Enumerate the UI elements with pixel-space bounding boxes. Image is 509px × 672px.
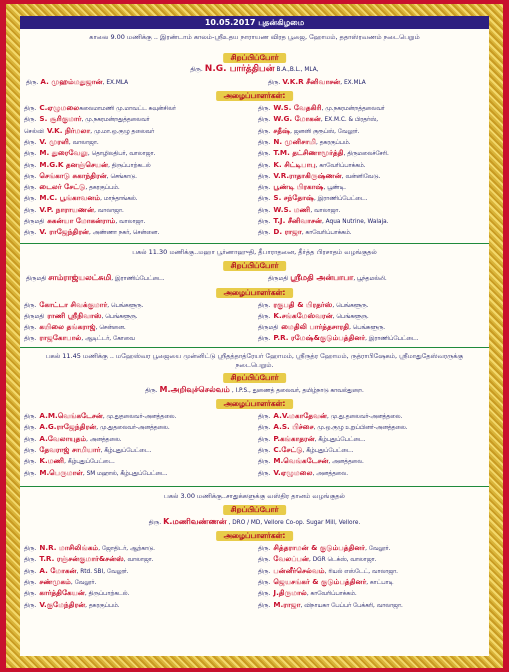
invitee-prefix: திரு. bbox=[24, 138, 37, 146]
invitee-prefix: திரு. bbox=[24, 567, 37, 575]
invitee bbox=[24, 183, 252, 192]
invitee bbox=[24, 138, 252, 147]
invitee-prefix: திரு. bbox=[24, 424, 37, 432]
invitee bbox=[258, 183, 488, 192]
invitee-prefix: திரு. bbox=[258, 413, 271, 420]
section-divider bbox=[20, 486, 489, 487]
invitee-prefix: திரு. bbox=[24, 435, 37, 443]
invitee bbox=[258, 312, 488, 321]
invitee-prefix: திரு. bbox=[258, 161, 271, 169]
s2-chief-label: சிறப்பிப்போர் bbox=[223, 261, 287, 271]
invitee-row bbox=[24, 138, 485, 148]
invitee-name: K. சிட்டிபாபு bbox=[273, 160, 316, 169]
invitee-name: T.R. ரஞ்சன்குமார்&சன்ஸ் bbox=[39, 555, 124, 564]
invitee-row bbox=[24, 312, 485, 322]
invitee bbox=[24, 589, 252, 598]
invitee-row bbox=[24, 423, 485, 433]
invitee-prefix: திரு. bbox=[258, 138, 271, 146]
invitee bbox=[24, 544, 252, 553]
invitee-name: மைதிலி பார்த்தசாரதி bbox=[281, 323, 350, 331]
invitee-place: , கீழ்புதுப்பேட்டை. bbox=[64, 459, 115, 466]
invitee bbox=[24, 115, 252, 124]
invitee-name: M.வெங்கடேசன் bbox=[273, 457, 329, 466]
invitee-name: V. முரளி bbox=[39, 137, 69, 146]
invitee bbox=[24, 301, 252, 310]
invitee-prefix: திருமதி bbox=[24, 313, 45, 320]
invitee-place: , வாலாஜா. bbox=[123, 557, 154, 564]
invitee-name: W.G. மோகன் bbox=[273, 115, 321, 124]
invitee bbox=[258, 172, 488, 181]
invitee-place: , Aqua Nutrine, Walaja. bbox=[322, 219, 389, 225]
invitee bbox=[258, 194, 488, 203]
invitee-name: V.K. நிர்மலா bbox=[46, 126, 91, 135]
invitee-place: , வாலாஜா. bbox=[68, 139, 99, 146]
invitee bbox=[258, 578, 488, 587]
invitee-name: சதீஷ் bbox=[273, 126, 291, 135]
invitee-name: A.G.ராஜேந்திரன் bbox=[39, 423, 97, 432]
invitee-place: , வேலூர். bbox=[70, 579, 97, 586]
invitee-prefix: திரு. bbox=[258, 313, 271, 320]
invitee-prefix: திரு. bbox=[24, 184, 37, 192]
invitee-name: கார்த்திகேயன் bbox=[39, 589, 85, 598]
invitee-place: , திருப்பாற்கடல் bbox=[108, 162, 151, 169]
invitee-name: S. சந்தோஷ் bbox=[273, 194, 314, 203]
invitee-name: V.R.ராதாகிருஷ்ணன் bbox=[273, 171, 342, 180]
invitee-name: M.ராஜா bbox=[273, 600, 301, 609]
invitee-name: கோட்டா சிவக்குமார் bbox=[39, 301, 108, 309]
invitee-name: வேலப்பன் bbox=[273, 555, 310, 564]
invitee-row bbox=[24, 555, 485, 565]
invitee-name: ஜெயசங்கர் & குடும்பத்தினர் bbox=[273, 577, 367, 586]
invitee-place: , தகரகுப்பம். bbox=[85, 602, 120, 609]
invitee-place: , அண்ணா நகர், சென்னை. bbox=[89, 230, 160, 237]
invitee-place: கலைமாமணி மு.மாவட்ட கவுன்சிலர் bbox=[79, 106, 176, 112]
invitee bbox=[24, 423, 252, 432]
invitee-prefix: திரு. bbox=[24, 302, 37, 309]
invitee-place: , வாலாஜா. bbox=[310, 207, 341, 214]
invitee-prefix: திரு. bbox=[258, 195, 271, 203]
invitee-place: , மு.நகரமன்றதுத்தலைவர் bbox=[81, 117, 150, 124]
invitee bbox=[258, 104, 488, 113]
s4-chief-main: திரு. K.மணிவண்ணன் , DRO / MD, Vellore Co-op. Sugar Mill, Vellore. bbox=[148, 517, 361, 526]
invitee-prefix: திருமதி bbox=[24, 218, 45, 225]
invitee-name: A.V.மகாதேவன் bbox=[273, 412, 327, 420]
invitee-place: , SM மஹால், கீழ்புதுப்பேட்டை. bbox=[82, 470, 168, 477]
invitee-prefix: திரு. bbox=[24, 105, 37, 112]
invitee-prefix: திரு. bbox=[258, 105, 271, 112]
invitee-name: தேவராஜ் சாமியார் bbox=[39, 445, 101, 454]
invitee-prefix: திரு. bbox=[24, 556, 37, 564]
invitee-row bbox=[24, 578, 485, 588]
invitee-name: செங்காடு சுகாந்திரன் bbox=[39, 171, 107, 180]
invitee-place: , ரியல் எஸ்டேட், வாலாஜா. bbox=[324, 568, 399, 575]
invitee-name: N.R. மாசிலிங்கம் bbox=[39, 544, 99, 552]
s1-chief-right: திரு. V.K.R சீனிவாசன், EX.MLA bbox=[268, 77, 366, 86]
invitee-name: A.S. பிச்சை bbox=[273, 423, 314, 432]
invitee bbox=[24, 161, 252, 170]
invitee-place: , காவேரிப்பாக்கம். bbox=[306, 591, 357, 598]
invitee-name: P.கங்காதரன் bbox=[273, 434, 315, 443]
invitee bbox=[24, 217, 252, 226]
invitee-place: , மு.துதலைவர்-அனத்தலை. bbox=[96, 425, 170, 432]
invitee-name: W.S. வேதகிரி bbox=[273, 104, 322, 112]
invitee-prefix: திரு. bbox=[24, 601, 37, 609]
invitee bbox=[24, 457, 252, 466]
gold-border-frame bbox=[6, 4, 503, 668]
invitee bbox=[24, 172, 252, 181]
invitee bbox=[24, 104, 252, 113]
invitee bbox=[258, 555, 488, 564]
invitee-name: சண்முகம் bbox=[39, 577, 71, 586]
s1-intro: காலை 9.00 மணிக்கு .. இரண்டாம் காலம்-ஸ்ரீஉதய நாராயண விரத பூஜை, ஹோமம், ததாஸ்ரவணம் நடைபெறும் bbox=[89, 33, 420, 41]
s2-chief-left: திருமதி சாம்ராஜ்யலட்சுமி, இராணிப்பேட்டை. bbox=[26, 273, 165, 282]
invitee-name: பூண்டி பிரகாஷ் bbox=[273, 183, 324, 192]
invitee-prefix: திரு. bbox=[258, 567, 271, 575]
invitee-prefix: திரு. bbox=[24, 195, 37, 203]
invitee-name: P.R. ரமேஷ்&குடும்பத்தினர் bbox=[273, 334, 366, 342]
invitee-name: T.M. தட்சிணாமூர்த்தி bbox=[273, 149, 344, 158]
invitee-prefix: செல்வி bbox=[24, 127, 44, 135]
invitee-prefix: திரு. bbox=[258, 150, 271, 158]
invitee bbox=[258, 115, 488, 124]
invitee bbox=[24, 228, 252, 237]
invitee-name: A.வேலாயுதம் bbox=[39, 434, 87, 443]
invitee-row bbox=[24, 457, 485, 467]
invitee bbox=[258, 601, 488, 610]
invitee-prefix: திரு. bbox=[258, 302, 271, 309]
invitee-row bbox=[24, 412, 485, 422]
invitee-name: C.சேட்டு bbox=[273, 445, 303, 454]
invitee-row bbox=[24, 206, 485, 216]
invitee bbox=[258, 412, 488, 421]
invitee-prefix: திரு. bbox=[258, 601, 271, 609]
invitee bbox=[258, 435, 488, 444]
invitee-prefix: திரு. bbox=[258, 218, 271, 225]
invitee-name: M.C. பூங்காவனம் bbox=[39, 194, 101, 203]
invitee-place: , பெங்களூரு. bbox=[349, 325, 386, 331]
invitee-place: , காட்பாடி bbox=[366, 579, 394, 586]
section-divider bbox=[20, 347, 489, 348]
invitee bbox=[24, 555, 252, 564]
invitee bbox=[258, 567, 488, 576]
invitee bbox=[258, 446, 488, 455]
invitee-prefix: திரு. bbox=[24, 206, 37, 214]
invitee-row bbox=[24, 469, 485, 479]
invitee bbox=[24, 149, 252, 158]
invitee-name: பன்னீர்செல்வம் bbox=[273, 566, 325, 575]
invitee bbox=[258, 217, 488, 226]
invitee-row bbox=[24, 115, 485, 125]
invitee-row bbox=[24, 194, 485, 204]
invitee-place: , மாந்தாங்கல். bbox=[100, 196, 138, 203]
invitee-place: , பூண்டி. bbox=[323, 185, 346, 192]
invitee-place: , தொழிலதிபர், வாலாஜா. bbox=[87, 151, 156, 158]
invitee-name: ரகுபதி & பிரதர்ஸ் bbox=[273, 301, 333, 309]
invitee bbox=[258, 161, 488, 170]
invitee bbox=[24, 206, 252, 215]
invitee-place: , மு.நகரமன்றத்தலைவர் bbox=[321, 106, 385, 112]
invitee bbox=[258, 206, 488, 215]
invitee-place: , EX.M.C. & பிரதர்ஸ், bbox=[320, 117, 379, 124]
invitee-name: டைலர் சேட்டு bbox=[39, 183, 86, 192]
invitee-place: , DGR டெக்ஸ், வாலாஜா. bbox=[309, 557, 377, 564]
invitee-prefix: திரு. bbox=[24, 545, 37, 552]
invitee-row bbox=[24, 127, 485, 137]
invitee-prefix: திரு. bbox=[258, 435, 271, 443]
invitee-prefix: திரு. bbox=[258, 545, 271, 552]
invitee-prefix: திரு. bbox=[258, 206, 271, 214]
invitee-name: W.S. மணி bbox=[273, 205, 311, 214]
invitee bbox=[24, 312, 252, 321]
s4-invite-label: அழைப்பாளர்கள்: bbox=[216, 531, 294, 541]
invitee-place: , அனத்தலை. bbox=[328, 459, 364, 466]
invitee-row bbox=[24, 172, 485, 182]
invitee-name: ராணி ஸ்ரீநிவாஸ் bbox=[47, 312, 102, 320]
invitee-name: V. ராஜேந்திரன் bbox=[39, 228, 90, 237]
invitee bbox=[24, 567, 252, 576]
invitee-prefix: திரு. bbox=[258, 446, 271, 454]
invitee-place: , கீழ்புதுப்பேட்டை. bbox=[100, 447, 152, 454]
invitee-place: , திருப்பாற்கடல். bbox=[84, 591, 130, 598]
invitee-place: , சென்னை. bbox=[95, 325, 126, 331]
invitee-place: , மு.மா.ஒ.குழு தலைவர் bbox=[90, 128, 155, 135]
invitee-name: N. முனிசாமி bbox=[273, 137, 317, 146]
s3-chief-main: திரு. M.அறிவுச்செல்வம் , I.P.S., துணைத் தலைவர், தமிழ்நாடு காவல்துறை. bbox=[145, 385, 364, 394]
invitee-place: , மு.து.தலைவர்-அனத்தலை. bbox=[326, 414, 403, 420]
invitee-prefix: திரு. bbox=[258, 556, 271, 564]
invitee bbox=[24, 435, 252, 444]
date-header: 10.05.2017 புதன்கிழமை bbox=[20, 16, 489, 29]
invitee bbox=[258, 301, 488, 310]
invitee-prefix: திரு. bbox=[24, 324, 37, 331]
invitee-place: , தகரகுப்பம். bbox=[85, 185, 120, 192]
invitee-prefix: திரு. bbox=[24, 458, 37, 466]
invitee bbox=[258, 323, 488, 332]
invitee bbox=[258, 589, 488, 598]
s4-intro: பகல் 3.00 மணிக்கு..சாதுக்களுக்கு வஸ்திர தானம் வழங்குதல் bbox=[164, 492, 345, 500]
invitee bbox=[258, 138, 488, 147]
s4-chief-label: சிறப்பிப்போர் bbox=[223, 505, 287, 515]
invitee-prefix: திரு. bbox=[24, 161, 37, 169]
invitee-place: , வேலூர். bbox=[365, 546, 391, 552]
invitee-prefix: திருமதி bbox=[258, 324, 279, 331]
invitee bbox=[258, 228, 488, 237]
s1-chief-label: சிறப்பிப்போர் bbox=[223, 53, 287, 63]
invitee-prefix: திரு. bbox=[24, 150, 37, 158]
invitee-prefix: திரு. bbox=[258, 469, 271, 477]
invitee-row bbox=[24, 183, 485, 193]
invitee-prefix: திரு. bbox=[258, 116, 271, 124]
invitee-place: , திருமலைச்சேரி. bbox=[343, 151, 389, 158]
invitee-place: , கீழ்புதுப்பேட்டை. bbox=[302, 447, 354, 454]
invitee-name: C.ஏழுமலை bbox=[39, 104, 80, 112]
invitee-name: M.G.K தனஞ்செயன் bbox=[39, 160, 109, 169]
invitee-place: , விநாயகா பேப்பர் பேக்கரி, வாலாஜா. bbox=[300, 602, 403, 609]
invitee-place: , ஜனனி குரூப்ஸ், வேலூர். bbox=[290, 128, 360, 135]
invitee-place: , இராணிப்பேட்டை. bbox=[365, 336, 419, 342]
invitee-prefix: திரு. bbox=[258, 229, 271, 237]
s3-chief-label: சிறப்பிப்போர் bbox=[223, 373, 287, 383]
invitee bbox=[258, 423, 488, 432]
invitee bbox=[24, 578, 252, 587]
invitee-place: , மு.ஒ.குழு உறுப்பினர்-அனத்தலை. bbox=[313, 425, 408, 432]
invitee bbox=[24, 601, 252, 610]
invitee-name: K.மணி bbox=[39, 457, 65, 466]
invitee-name: K.சங்கமேஸ்வரன் bbox=[273, 312, 333, 320]
invitee-name: V.குமேந்திரன் bbox=[39, 600, 86, 609]
invitee-place: , அனத்தலை. bbox=[86, 436, 122, 443]
invitee-row bbox=[24, 435, 485, 445]
invitee-place: , செங்காடு. bbox=[106, 173, 138, 180]
invitee-prefix: திரு. bbox=[258, 578, 271, 586]
invitee-row bbox=[24, 228, 485, 238]
invitee-name: M. துரைவேலு bbox=[39, 149, 88, 158]
invitee-place: , காவேரிப்பாக்கம். bbox=[315, 162, 366, 169]
invitee-name: S. சூரிகுமார் bbox=[39, 115, 82, 124]
invitee-name: M.பெருமாள் bbox=[39, 468, 83, 477]
invitee-place: , பெங்களூரு. bbox=[107, 303, 144, 309]
invitee-name: ராஜகோபால் bbox=[39, 334, 82, 342]
invitee-row bbox=[24, 104, 485, 114]
invitee-row bbox=[24, 217, 485, 227]
s3-invite-label: அழைப்பாளர்கள்: bbox=[216, 399, 294, 409]
invitee-place: , வாலாஜா. bbox=[115, 219, 146, 225]
invitee bbox=[258, 457, 488, 466]
invitee-prefix: திரு. bbox=[258, 172, 271, 180]
invitee-place: , ஆடிட்டர், கோவை bbox=[81, 336, 135, 342]
invitee-prefix: திரு. bbox=[24, 413, 37, 420]
invitee bbox=[258, 544, 488, 553]
s2-chief-right: திருமதி ஸ்ரீமதி அன்பாபா, பூந்தமல்லி. bbox=[268, 273, 387, 282]
invitee-prefix: திரு. bbox=[258, 335, 271, 342]
invitee-prefix: திரு. bbox=[24, 172, 37, 180]
invitee-prefix: திரு. bbox=[24, 116, 37, 124]
invitee-prefix: திரு. bbox=[258, 458, 271, 466]
invitee bbox=[24, 469, 252, 478]
invitee-prefix: திரு. bbox=[24, 335, 37, 342]
invitee bbox=[24, 127, 252, 136]
invitee-prefix: திரு. bbox=[24, 446, 37, 454]
s2-invite-label: அழைப்பாளர்கள்: bbox=[216, 288, 294, 298]
invitee-row bbox=[24, 567, 485, 577]
invitee-row bbox=[24, 544, 485, 554]
invitee-place: , மு.துதலைவர்-அனத்தலை. bbox=[102, 414, 177, 420]
invitee-prefix: திரு. bbox=[258, 424, 271, 432]
invitee bbox=[258, 149, 488, 158]
invitee-place: , கீழ்புதுப்பேட்டை. bbox=[314, 436, 366, 443]
invitee-prefix: திரு. bbox=[258, 184, 271, 192]
s2-intro: பகல் 11.30 மணிக்கு..மஹா பூர்ணாஹுதி, தீபாராதனை, தீர்த்த பிரசாதம் வழங்குதல் bbox=[132, 248, 377, 256]
invitee-place: , தகரகுப்பம். bbox=[316, 139, 351, 146]
section-divider bbox=[20, 243, 489, 244]
invitee bbox=[258, 127, 488, 136]
invitee bbox=[258, 334, 488, 343]
invitee-row bbox=[24, 589, 485, 599]
invitee-row bbox=[24, 446, 485, 456]
invitee-prefix: திரு. bbox=[258, 127, 271, 135]
invitee-name: T.J. சீனிவாசன் bbox=[273, 217, 322, 225]
s1-chief-main: திரு. N.G. பார்த்திபன் B.A.,B.L., MLA, bbox=[190, 64, 319, 74]
invitee-row bbox=[24, 334, 485, 344]
invitee-place: , காவேரிப்பாக்கம். bbox=[301, 230, 352, 237]
invitee-prefix: திரு. bbox=[258, 590, 271, 598]
s3-intro: பகல் 11.45 மணிக்கு .. மஹேஸ்வர பூஜையை முன்னிட்டு ஸ்ரீதத்தாத்ரேயர் ஹோமம், ஸ்ரீருத்ர ஹோமம், ருத்ராபிஷேகம், ஸ்ரீமாதுதேஸ்வரருக்கு நடைபெறும். bbox=[45, 352, 464, 369]
invitee-prefix: திரு. bbox=[24, 229, 37, 237]
invitee-place: , பெங்களூரு. bbox=[332, 314, 369, 320]
invitee-row bbox=[24, 149, 485, 159]
invitee bbox=[24, 323, 252, 332]
invitee bbox=[24, 412, 252, 421]
invitee bbox=[258, 469, 488, 478]
invitee-prefix: திரு. bbox=[24, 469, 37, 477]
invitee-prefix: திரு. bbox=[24, 590, 37, 598]
invitee-name: கயிலை தங்கராஜ் bbox=[39, 323, 96, 331]
invitee-place: , வாலாஜா. bbox=[94, 207, 124, 214]
invitee-name: சித்தராமன் & குடும்பத்தினர் bbox=[273, 544, 366, 552]
invitee-place: , அனத்தலை. bbox=[312, 470, 349, 477]
invitee-row bbox=[24, 601, 485, 611]
invitee-name: J.திருமால் bbox=[273, 589, 307, 598]
invitee-name: சுகன்யா மோகன்ராம் bbox=[47, 217, 116, 225]
invitee-name: A. மோகன் bbox=[39, 566, 77, 575]
invitee-row bbox=[24, 323, 485, 333]
invitee bbox=[24, 194, 252, 203]
invitee-place: , வன்னிவேடு. bbox=[341, 173, 381, 180]
invitee-name: D. ராஜா bbox=[273, 228, 302, 237]
s1-invite-label: அழைப்பாளர்கள்: bbox=[216, 91, 294, 101]
invitee bbox=[24, 334, 252, 343]
invitee-name: A.M.வெங்கடேசன் bbox=[39, 412, 103, 420]
invitee-place: , ஜோதிடர், ஆற்காடு. bbox=[98, 546, 155, 552]
invitee-place: , Rtd. SBI, வேலூர். bbox=[76, 568, 129, 575]
invitee-prefix: திரு. bbox=[24, 578, 37, 586]
invitee-place: , பெங்களூரு. bbox=[332, 303, 369, 309]
s1-chief-left: திரு. A. முஹம்மதுஜான், EX.MLA bbox=[26, 77, 129, 86]
invitee-name: V.P. நாராயணன் bbox=[39, 205, 95, 214]
invitee-row bbox=[24, 161, 485, 171]
invitee-place: , இராணிப்பேட்டை. bbox=[313, 196, 368, 203]
invitation-card bbox=[20, 16, 489, 656]
invitee bbox=[24, 446, 252, 455]
invitee-name: V.ஏழுமலை bbox=[273, 468, 313, 477]
invitee-place: , பெங்களூரு. bbox=[101, 314, 138, 320]
invitee-row bbox=[24, 301, 485, 311]
